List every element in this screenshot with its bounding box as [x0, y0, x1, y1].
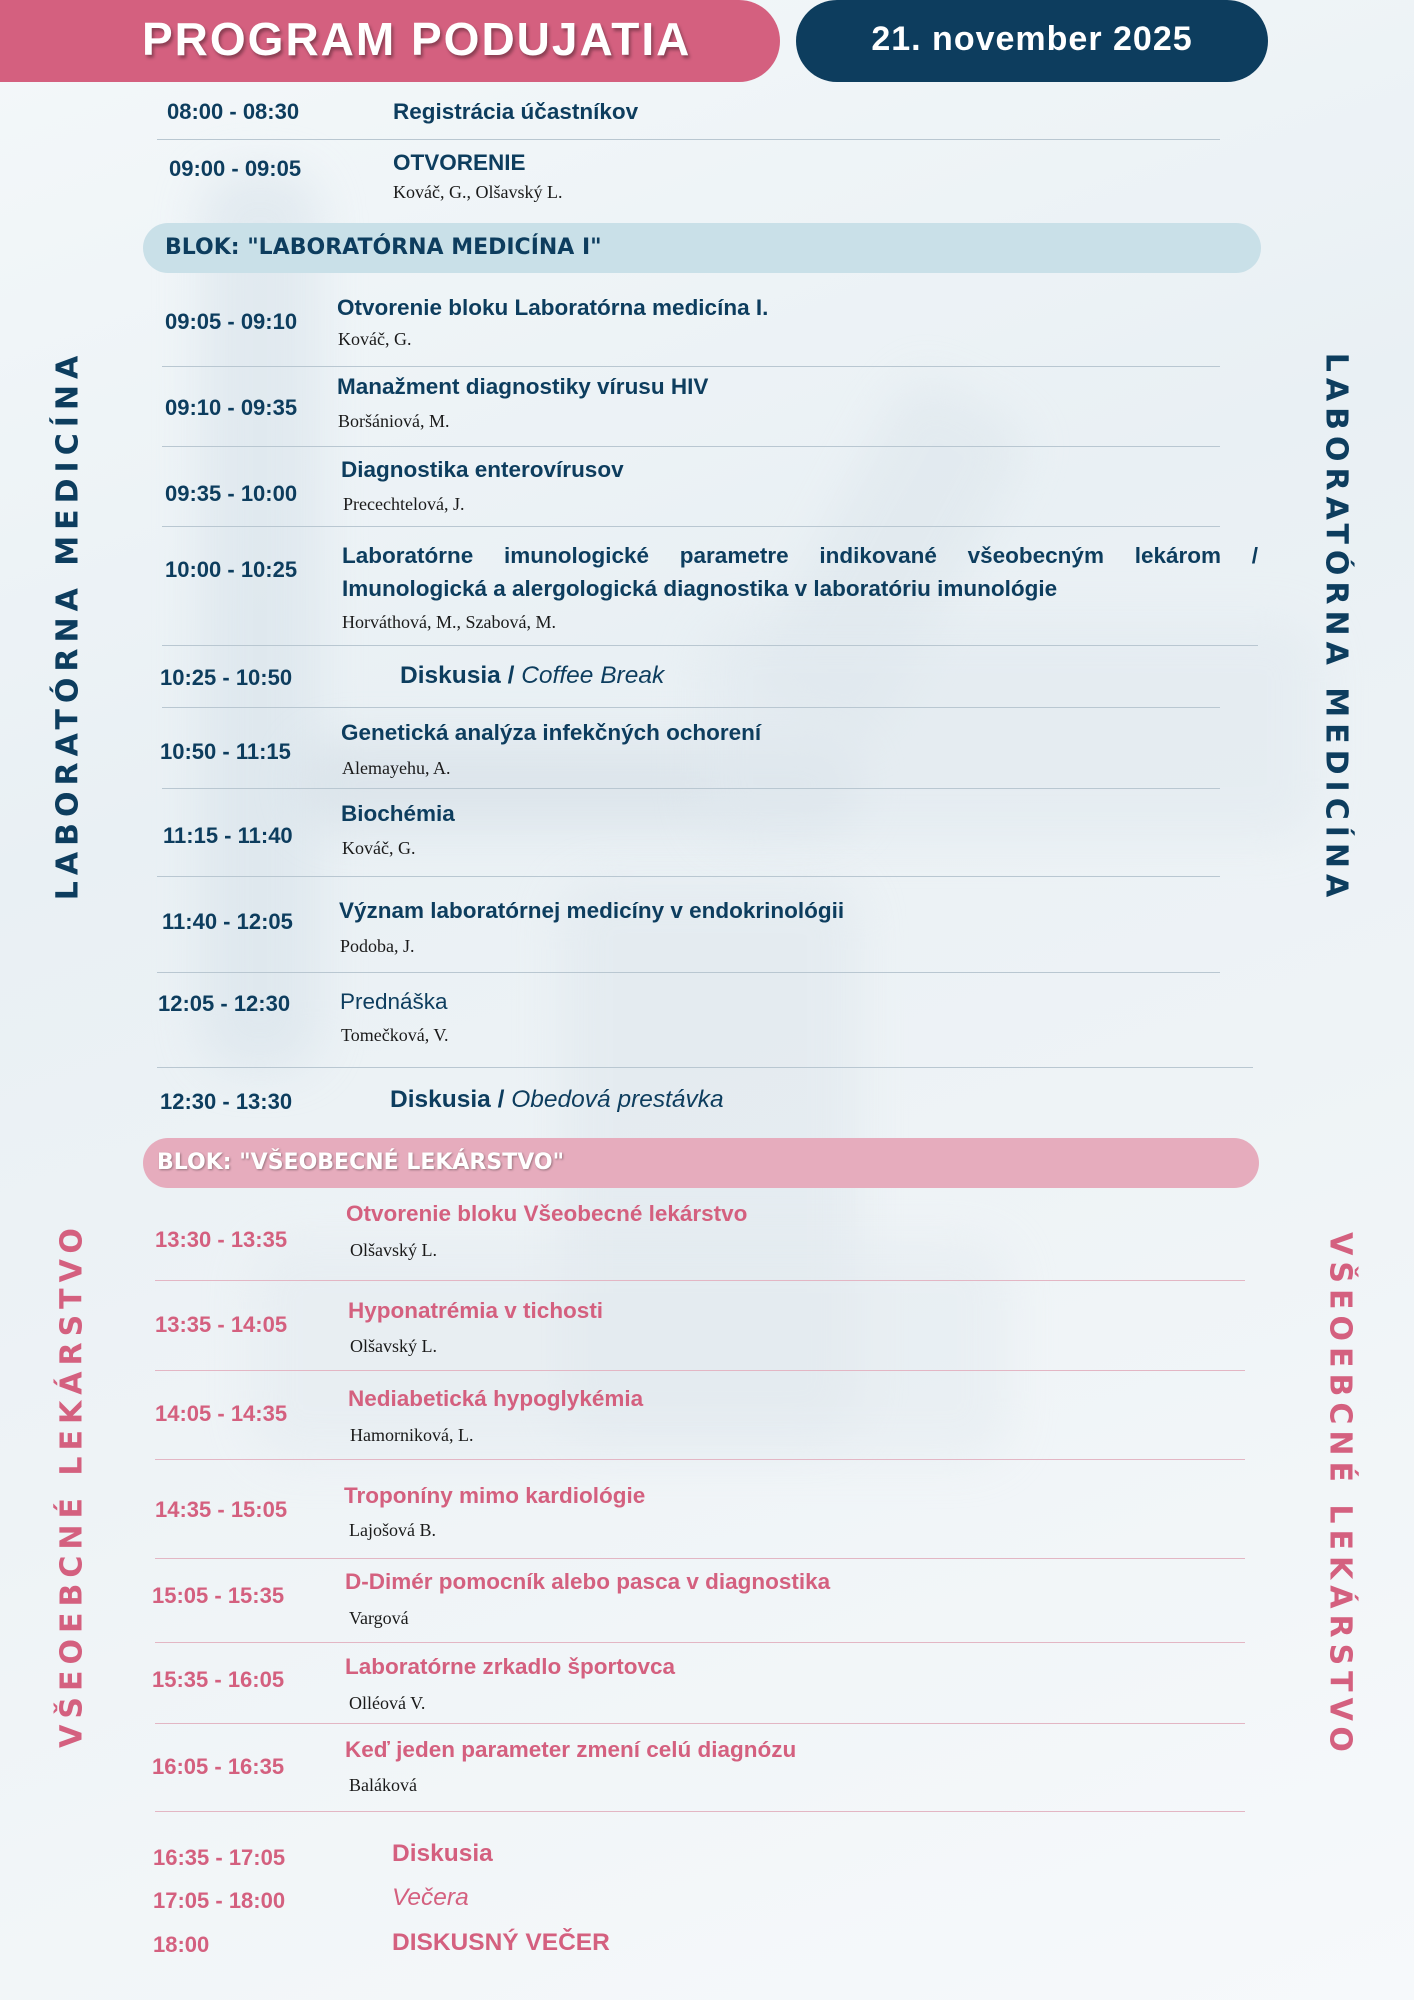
- item-time: 08:00 - 08:30: [167, 99, 300, 124]
- item-time: 09:05 - 09:10: [165, 309, 298, 334]
- item-title: Otvorenie bloku Všeobecné lekárstvo: [346, 1201, 748, 1226]
- divider: [162, 645, 1258, 646]
- divider: [162, 526, 1220, 527]
- divider: [157, 876, 1220, 877]
- side-label-lab-right: LABORATÓRNA MEDICÍNA: [1318, 352, 1354, 904]
- item-title: Biochémia: [341, 801, 455, 826]
- item-title: Večera: [392, 1884, 469, 1911]
- divider: [155, 1811, 1245, 1812]
- item-time: 15:35 - 16:05: [152, 1667, 285, 1692]
- separator: /: [500, 662, 522, 689]
- side-label-gen-right: VŠEOEBCNÉ LEKÁRSTVO: [1322, 1232, 1358, 1758]
- item-time: 09:00 - 09:05: [169, 156, 302, 181]
- item-time: 10:50 - 11:15: [160, 739, 291, 764]
- divider: [157, 139, 1220, 140]
- divider: [155, 1459, 1245, 1460]
- background-shape: [200, 170, 320, 1070]
- item-title: Troponíny mimo kardiológie: [344, 1483, 646, 1508]
- event-date: 21. november 2025: [871, 20, 1193, 58]
- item-time: 14:05 - 14:35: [155, 1401, 288, 1426]
- item-speaker: Olšavský L.: [350, 1240, 437, 1260]
- item-speaker: Olšavský L.: [350, 1336, 437, 1356]
- item-speaker: Podoba, J.: [340, 936, 415, 956]
- item-time: 09:35 - 10:00: [165, 481, 298, 506]
- page-title: PROGRAM PODUJATIA: [142, 13, 692, 65]
- item-time: 13:30 - 13:35: [155, 1227, 288, 1252]
- item-time: 17:05 - 18:00: [153, 1888, 286, 1913]
- item-speaker: Alemayehu, A.: [342, 758, 451, 778]
- item-speaker: Baláková: [349, 1775, 417, 1795]
- divider: [157, 1067, 1253, 1068]
- divider: [162, 446, 1220, 447]
- divider: [155, 1723, 1245, 1724]
- background-shape: [700, 620, 1320, 840]
- side-label-gen-left: VŠEOEBCNÉ LEKÁRSTVO: [54, 1222, 90, 1748]
- separator: /: [490, 1086, 512, 1113]
- item-speaker: Kováč, G., Olšavský L.: [393, 182, 563, 202]
- item-title: Diagnostika enterovírusov: [341, 457, 624, 482]
- item-speaker: Vargová: [349, 1608, 409, 1628]
- item-title: Registrácia účastníkov: [393, 99, 639, 124]
- item-time: 18:00: [153, 1932, 210, 1957]
- item-title: Význam laboratórnej medicíny v endokrinológii: [339, 898, 845, 923]
- item-speaker: Kováč, G.: [338, 329, 412, 349]
- item-title: Nediabetická hypoglykémia: [348, 1386, 644, 1411]
- item-time: 11:15 - 11:40: [163, 823, 293, 848]
- divider: [162, 707, 1220, 708]
- divider: [155, 1370, 1245, 1371]
- item-time: 14:35 - 15:05: [155, 1497, 288, 1522]
- item-time: 13:35 - 14:05: [155, 1312, 288, 1337]
- item-title-line1: Laboratórne imunologické parametre indikované všeobecným lekárom /: [342, 543, 1258, 568]
- item-title-line2: Imunologická a alergologická diagnostika v laboratóriu imunológie: [342, 576, 1058, 601]
- item-time: 09:10 - 09:35: [165, 395, 298, 420]
- side-label-lab-left: LABORATÓRNA MEDICÍNA: [50, 349, 86, 901]
- break-label: Obedová prestávka: [511, 1086, 724, 1113]
- item-time: 15:05 - 15:35: [152, 1583, 285, 1608]
- item-title: Otvorenie bloku Laboratórna medicína I.: [337, 295, 769, 320]
- item-speaker: Tomečková, V.: [341, 1025, 449, 1045]
- divider: [157, 972, 1220, 973]
- divider: [162, 366, 1220, 367]
- discussion-label: Diskusia: [390, 1086, 491, 1113]
- item-time: 16:05 - 16:35: [152, 1754, 285, 1779]
- item-title: OTVORENIE: [393, 150, 526, 175]
- divider: [155, 1280, 1245, 1281]
- item-time: 10:00 - 10:25: [165, 557, 298, 582]
- item-time: 12:30 - 13:30: [160, 1089, 293, 1114]
- item-time: 10:25 - 10:50: [160, 665, 293, 690]
- item-speaker: Olléová V.: [349, 1693, 426, 1713]
- item-title: Keď jeden parameter zmení celú diagnózu: [345, 1737, 797, 1762]
- item-title: Manažment diagnostiky vírusu HIV: [337, 374, 709, 399]
- block-header-lab: BLOK: "LABORATÓRNA MEDICÍNA I": [143, 223, 1261, 273]
- item-title: D-Dimér pomocník alebo pasca v diagnostika: [345, 1569, 831, 1594]
- break-label: Coffee Break: [521, 662, 665, 689]
- item-title: Prednáška: [340, 989, 448, 1014]
- item-speaker: Horváthová, M., Szabová, M.: [342, 612, 556, 632]
- header-title-banner: [0, 0, 780, 82]
- divider: [155, 1558, 1245, 1559]
- item-title: DISKUSNÝ VEČER: [392, 1929, 610, 1956]
- item-speaker: Boršániová, M.: [338, 411, 450, 431]
- item-time: 12:05 - 12:30: [158, 991, 291, 1016]
- item-title: [400, 662, 664, 690]
- item-speaker: Lajošová B.: [349, 1520, 436, 1540]
- item-speaker: Kováč, G.: [342, 838, 416, 858]
- header-date-banner: [796, 0, 1268, 82]
- item-speaker: Hamorniková, L.: [350, 1425, 474, 1445]
- item-speaker: Precechtelová, J.: [343, 494, 465, 514]
- item-title: [390, 1086, 724, 1114]
- item-title: [342, 539, 1258, 605]
- divider: [162, 788, 1220, 789]
- discussion-label: Diskusia: [400, 662, 501, 689]
- block-header-gen: BLOK: "VŠEOBECNÉ LEKÁRSTVO": [143, 1138, 1259, 1188]
- item-title: Genetická analýza infekčných ochorení: [341, 720, 762, 745]
- divider: [155, 1642, 1245, 1643]
- item-time: 16:35 - 17:05: [153, 1845, 286, 1870]
- item-title: Hyponatrémia v tichosti: [348, 1298, 604, 1323]
- item-title: Laboratórne zrkadlo športovca: [345, 1654, 676, 1679]
- item-time: 11:40 - 12:05: [162, 909, 293, 934]
- item-title: Diskusia: [392, 1840, 493, 1867]
